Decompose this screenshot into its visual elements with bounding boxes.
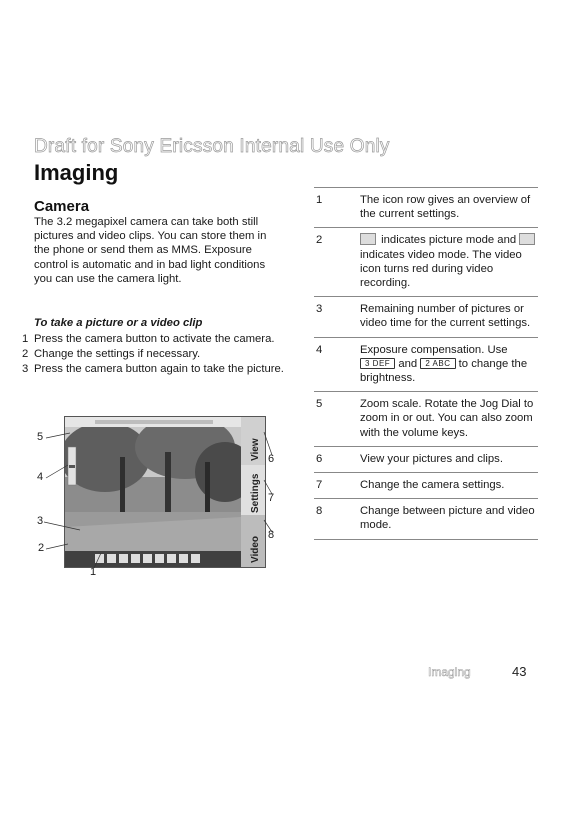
procedure-step: 1 Press the camera button to activate the camera. [22,333,275,345]
table-row: 4 Exposure compensation. Use 3 DEF and 2 ABC to change the brightness. [314,338,538,393]
table-row: 3 Remaining number of pictures or video time for the current settings. [314,297,538,337]
table-row: 6 View your pictures and clips. [314,447,538,473]
callout-2: 2 [38,542,45,554]
procedure-title: To take a picture or a video clip [34,317,203,329]
key-3-def: 3 DEF [360,358,395,369]
section-title: Camera [34,198,90,215]
picture-mode-icon [360,233,376,245]
callout-3: 3 [37,515,44,527]
callout-1: 1 [90,566,97,578]
callout-5: 5 [37,431,44,443]
tab-video[interactable]: Video [250,535,261,563]
chapter-title: Imaging [34,160,119,185]
procedure-step: 2 Change the settings if necessary. [22,348,201,361]
intro-paragraph: The 3.2 megapixel camera can take both still pictures and video clips. You can store them in the phone or send them as MMS. Exposure control is automatic and in bad light conditions you can use the camera light. [34,216,267,285]
callout-6: 6 [268,453,275,465]
draft-notice: Draft for Sony Ericsson Internal Use Only [34,136,390,157]
table-row: 8 Change between picture and video mode. [314,499,538,539]
page-number: 43 [512,664,527,679]
callout-4: 4 [37,471,44,483]
callout-description-table [314,187,538,540]
table-row: 5 Zoom scale. Rotate the Jog Dial to zoom in or out. You can also zoom with the volume keys. [314,392,538,447]
table-row: 7 Change the camera settings. [314,473,538,499]
key-2-abc: 2 ABC [420,358,455,369]
footer-chapter-label: Imaging [428,665,471,679]
table-row: 1 The icon row gives an overview of the current settings. [314,188,538,228]
callout-7: 7 [268,492,275,504]
tab-view[interactable]: View [250,438,261,461]
procedure-step: 3 Press the camera button again to take the picture. [22,363,284,376]
callout-8: 8 [268,529,275,541]
tab-settings[interactable]: Settings [250,473,261,513]
table-row: 2 indicates picture mode and indicates video mode. The video icon turns red during video recording. [314,228,538,297]
video-mode-icon [519,233,535,245]
